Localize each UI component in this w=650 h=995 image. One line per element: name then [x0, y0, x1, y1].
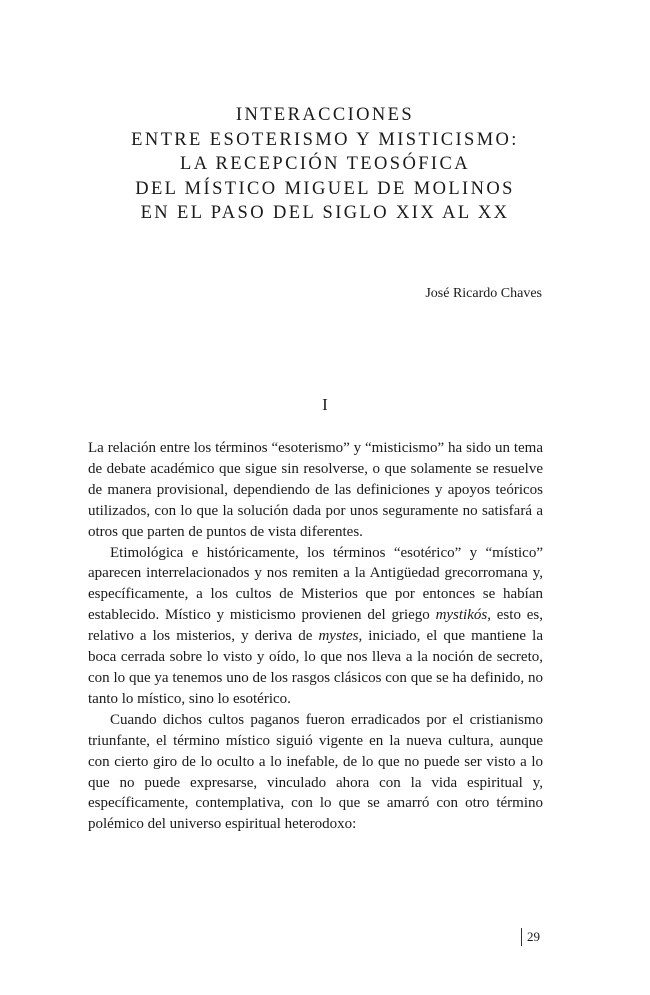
paragraph: Cuando dichos cultos paganos fueron erradicados por el cristianismo triunfante, el término místico siguió vigente en la nueva cultura, aunque con cierto giro de lo oculto a lo inefable, de lo que no puede ser visto a lo que no puede expresarse, vinculado ahora con la vida espiritual y, específicamente, contemplativa, con lo que se amarró con otro término polémico del universo espiritual heterodoxo: [88, 711, 543, 833]
page-number: 29 [521, 928, 540, 946]
text-run: , esto es, relativo a los misterios, y deriva de [88, 607, 543, 645]
chapter-title-line: INTERACCIONES [235, 105, 415, 125]
chapter-title-line: LA RECEPCIÓN TEOSÓFICA [180, 154, 470, 174]
italic-term: mystes [318, 628, 359, 645]
paragraph: La relación entre los términos “esoterismo” y “misticismo” ha sido un tema de debate académico que sigue sin resolverse, o que solamente se resuelve de manera provisional, dependiendo de las definiciones y apoyos teóricos utilizados, con lo que la solución dada por unos seguramente no satisfará a otros que parten de puntos de vista diferentes. [88, 440, 543, 540]
chapter-title-line: DEL MÍSTICO MIGUEL DE MOLINOS [135, 178, 515, 199]
paragraph [88, 543, 543, 710]
chapter-title [60, 103, 590, 226]
body-text [88, 438, 543, 835]
text-run: , iniciado, el que mantiene la boca cerrada sobre lo visto y oído, lo que nos lleva a la noción de secreto, con lo que ya tenemos uno de los rasgos clásicos con que se ha definido, no tanto lo místico, sino lo esotérico. [88, 628, 543, 707]
chapter-title-line: EN EL PASO DEL SIGLO XIX AL XX [140, 203, 510, 223]
section-number: I [322, 395, 328, 414]
italic-term: mystikós [435, 607, 488, 624]
text-run: Etimológica e históricamente, los términos “esotérico” y “místico” aparecen interrelacionados y nos remiten a la Antigüedad grecorromana y, específicamente, a los cultos de Misterios que por entonces se habían establecido. Místico y misticismo provienen del griego [88, 544, 543, 624]
author-name: José Ricardo Chaves [425, 286, 542, 301]
chapter-title-line: ENTRE ESOTERISMO Y MISTICISMO: [131, 129, 519, 150]
